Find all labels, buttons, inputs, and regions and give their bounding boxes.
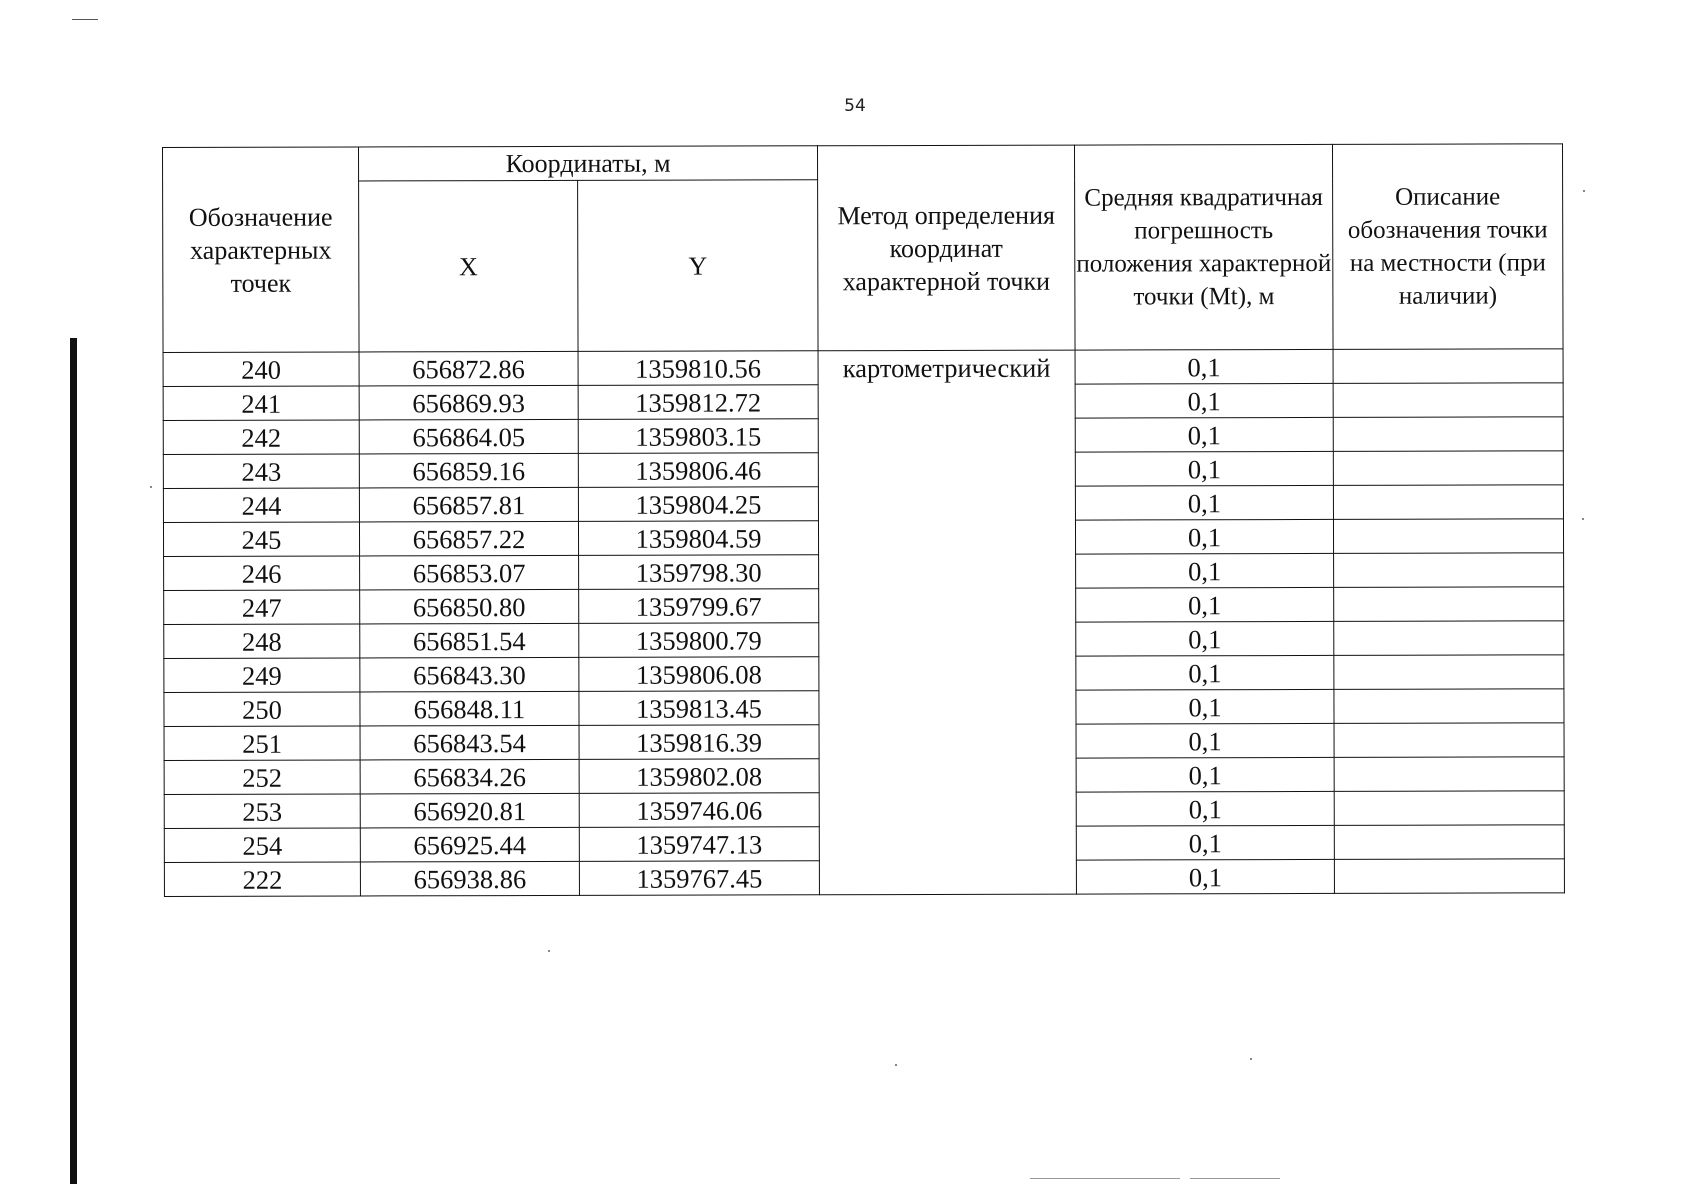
table-header [163,144,1564,353]
header-y: Y [578,180,818,352]
cell-y: 1359813.45 [579,691,819,726]
cell-x: 656857.81 [359,487,578,522]
cell-y: 1359812.72 [578,385,818,420]
cell-x: 656938.86 [360,861,579,896]
cell-x: 656864.05 [359,419,578,454]
cell-error: 0,1 [1076,655,1334,690]
cell-description [1333,451,1563,486]
coordinates-table [162,143,1565,897]
header-method: Метод определения координат характерной точки [818,145,1076,351]
cell-error: 0,1 [1075,349,1333,384]
cell-description [1334,689,1564,724]
scan-speck [1250,1058,1252,1060]
cell-error: 0,1 [1075,417,1333,452]
cell-y: 1359798.30 [579,555,819,590]
cell-y: 1359767.45 [579,861,819,896]
cell-x: 656925.44 [360,827,579,862]
scan-speck [1582,518,1584,520]
cell-description [1334,859,1564,894]
cell-error: 0,1 [1076,621,1334,656]
cell-y: 1359810.56 [578,351,818,386]
cell-x: 656850.80 [360,589,579,624]
cell-description [1334,791,1564,826]
cell-description [1334,825,1564,860]
cell-error: 0,1 [1076,791,1334,826]
cell-y: 1359806.08 [579,657,819,692]
cell-y: 1359800.79 [579,623,819,658]
cell-description [1334,553,1564,588]
page-number: 54 [844,96,866,116]
cell-error: 0,1 [1076,859,1334,894]
cell-point: 252 [164,760,360,795]
cell-point: 240 [163,352,359,387]
cell-description [1334,655,1564,690]
cell-point: 244 [163,488,359,523]
cell-description [1333,485,1563,520]
cell-error: 0,1 [1076,689,1334,724]
cell-x: 656843.54 [360,725,579,760]
cell-error: 0,1 [1076,723,1334,758]
cell-point: 243 [163,454,359,489]
scan-mark-top [72,19,98,20]
cell-point: 245 [163,522,359,557]
cell-method: картометрический [818,350,1076,895]
cell-x: 656920.81 [360,793,579,828]
scan-line [1030,1178,1180,1179]
cell-x: 656872.86 [359,351,578,386]
scan-speck [548,950,550,952]
cell-y: 1359804.59 [578,521,818,556]
cell-y: 1359806.46 [578,453,818,488]
cell-x: 656851.54 [360,623,579,658]
cell-x: 656869.93 [359,385,578,420]
cell-description [1333,417,1563,452]
scan-binding-edge [70,338,77,1184]
cell-error: 0,1 [1076,825,1334,860]
table-body [163,349,1564,897]
scan-line [1190,1178,1280,1179]
cell-description [1334,757,1564,792]
cell-point: 251 [164,726,360,761]
cell-point: 241 [163,386,359,421]
cell-x: 656834.26 [360,759,579,794]
cell-description [1333,383,1563,418]
cell-description [1334,587,1564,622]
cell-error: 0,1 [1075,451,1333,486]
cell-description [1333,519,1563,554]
cell-point: 250 [164,692,360,727]
cell-x: 656843.30 [360,657,579,692]
cell-point: 254 [164,828,360,863]
cell-error: 0,1 [1075,485,1333,520]
cell-y: 1359802.08 [579,759,819,794]
cell-point: 222 [164,862,360,897]
cell-x: 656859.16 [359,453,578,488]
cell-point: 242 [163,420,359,455]
cell-y: 1359816.39 [579,725,819,760]
cell-error: 0,1 [1075,519,1333,554]
table-row [163,349,1563,387]
scan-speck [150,486,152,488]
cell-error: 0,1 [1076,553,1334,588]
cell-x: 656848.11 [360,691,579,726]
cell-y: 1359799.67 [579,589,819,624]
cell-point: 248 [164,624,360,659]
header-description: Описание обозначения точки на местности (при наличии) [1333,144,1564,350]
header-coordinates: Координаты, м [359,146,818,181]
cell-error: 0,1 [1076,757,1334,792]
header-point-designation: Обозначение характерных точек [163,147,360,353]
cell-description [1334,621,1564,656]
cell-y: 1359747.13 [579,827,819,862]
cell-description [1333,349,1563,384]
scan-speck [895,1064,897,1066]
cell-error: 0,1 [1075,383,1333,418]
header-error: Средняя квадратичная погрешность положения характерной точки (Mt), м [1075,144,1334,350]
cell-y: 1359804.25 [578,487,818,522]
cell-point: 253 [164,794,360,829]
cell-y: 1359803.15 [578,419,818,454]
scan-speck [1583,190,1585,192]
cell-y: 1359746.06 [579,793,819,828]
cell-point: 249 [164,658,360,693]
cell-x: 656857.22 [359,521,578,556]
cell-point: 247 [164,590,360,625]
header-x: X [359,180,578,352]
cell-description [1334,723,1564,758]
cell-error: 0,1 [1076,587,1334,622]
cell-x: 656853.07 [360,555,579,590]
cell-point: 246 [164,556,360,591]
